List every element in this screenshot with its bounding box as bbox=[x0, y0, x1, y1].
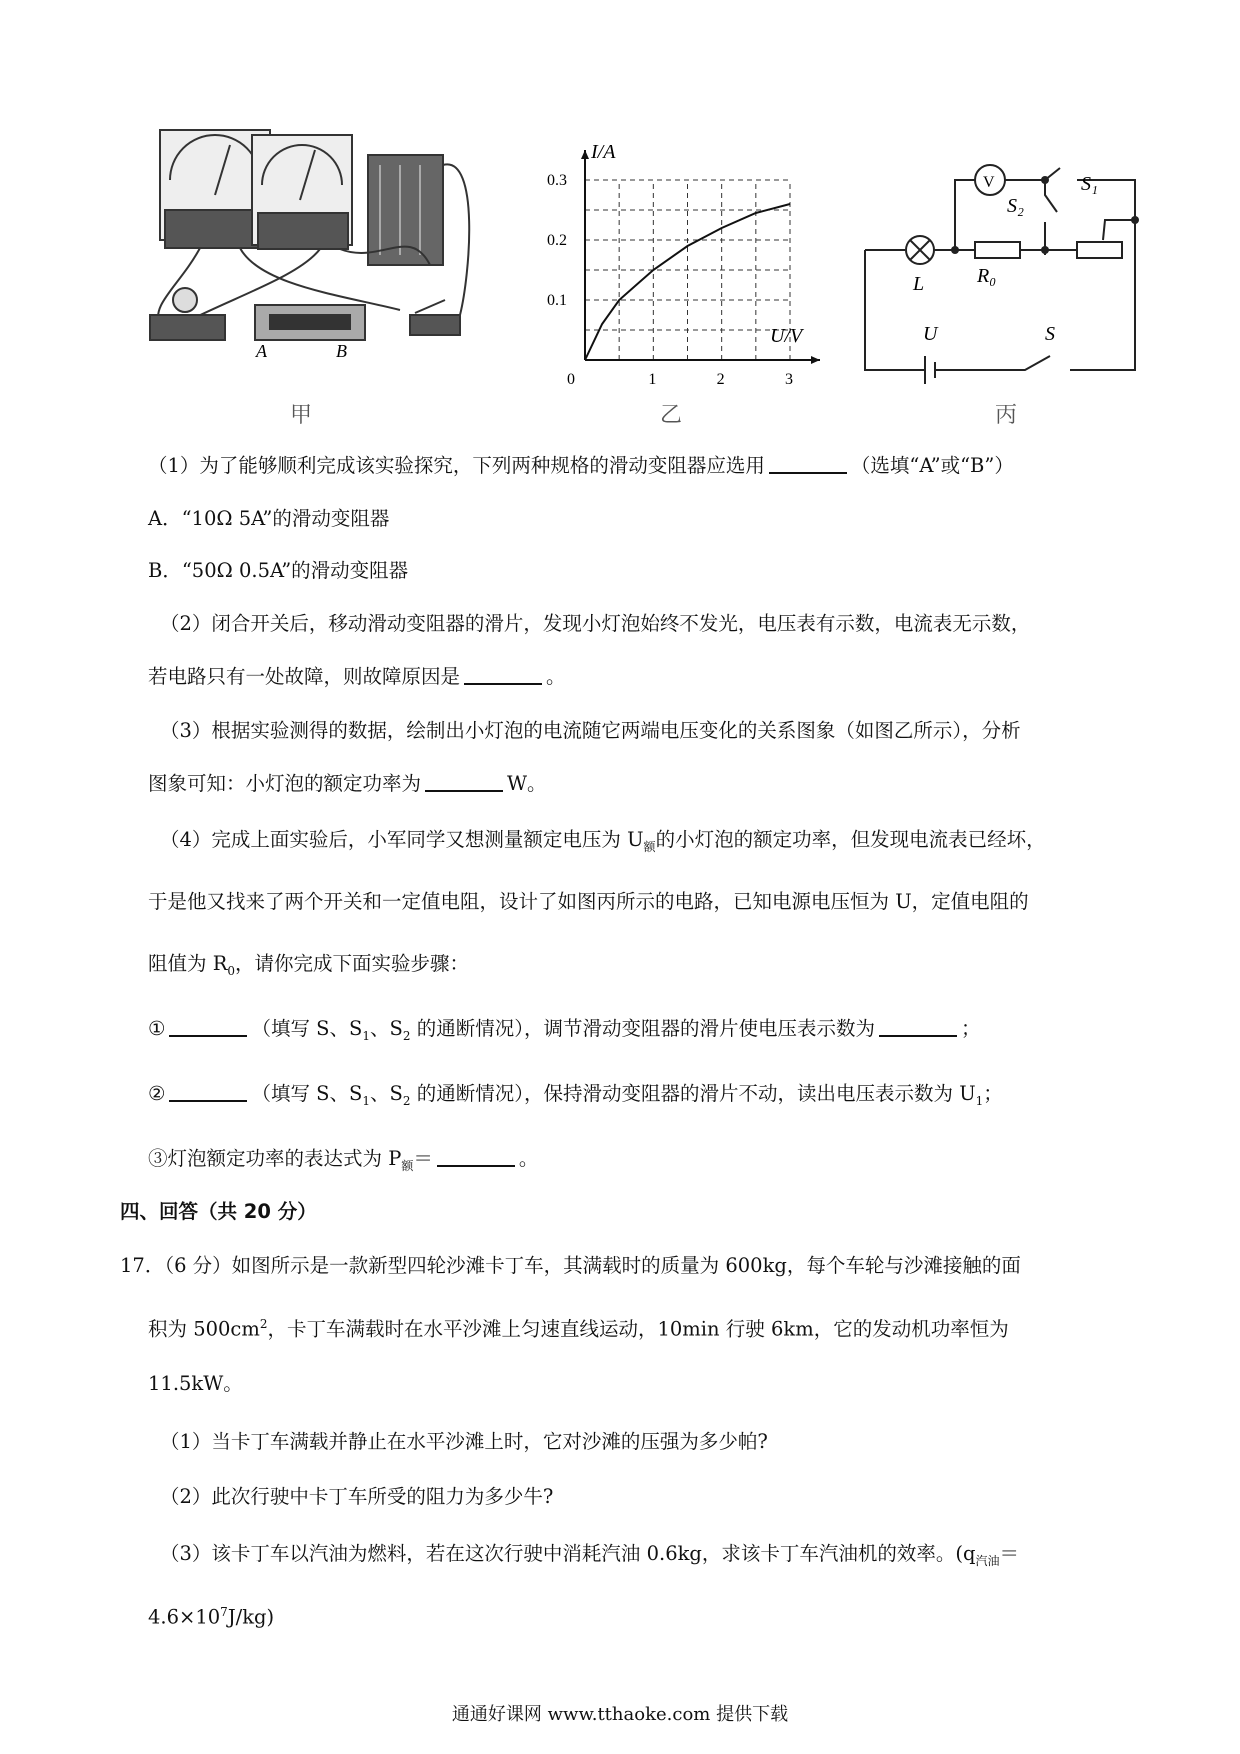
terminal-b-label: B bbox=[336, 341, 347, 361]
figure-bing-caption: 丙 bbox=[995, 403, 1018, 428]
q1-option-a: A．“10Ω 5A”的滑动变阻器 bbox=[148, 507, 390, 530]
s1-label: S₁ bbox=[1081, 173, 1098, 195]
s-label: S bbox=[1045, 323, 1055, 345]
step-2: ② （填写 S、$S_1$、$S_2$ 的通断情况），保持滑动变阻器的滑片不动，读出电压表示数为 $U_1$； bbox=[148, 1082, 1003, 1108]
step-3: ③灯泡额定功率的表达式为 $P_额=$ 。 bbox=[148, 1147, 539, 1173]
x-tick-label: 3 bbox=[785, 371, 793, 388]
y-tick-label: 0.3 bbox=[547, 172, 567, 189]
x-axis-label: U/V bbox=[770, 325, 803, 347]
q17-line-3: 11.5kW。 bbox=[148, 1372, 243, 1395]
q4-line-3: 阻值为 $R_0$，请你完成下面实验步骤： bbox=[148, 952, 470, 978]
source-label: U bbox=[923, 323, 938, 345]
x-tick-label: 2 bbox=[716, 371, 725, 388]
y-tick-label: 0.1 bbox=[547, 292, 567, 309]
y-axis-label: I/A bbox=[591, 141, 616, 163]
x-axis-arrow bbox=[811, 356, 820, 364]
step3-blank[interactable] bbox=[437, 1147, 515, 1167]
q1-line: （1）为了能够顺利完成该实验探究，下列两种规格的滑动变阻器应选用 （选填“A”或“B”） bbox=[148, 454, 1014, 477]
page-footer: 通通好课网 www.tthaoke.com 提供下载 bbox=[451, 1704, 789, 1725]
step2-blank[interactable] bbox=[169, 1082, 247, 1102]
step-1: ① （填写 S、$S_1$、$S_2$ 的通断情况），调节滑动变阻器的滑片使电压表示数为 ； bbox=[148, 1017, 981, 1043]
figure-jia-apparatus bbox=[140, 125, 540, 385]
figure-yi-chart bbox=[540, 140, 830, 400]
q1-blank[interactable] bbox=[769, 454, 847, 474]
s2-label: S₂ bbox=[1007, 195, 1024, 217]
q3-line-1: （3）根据实验测得的数据，绘制出小灯泡的电流随它两端电压变化的关系图象（如图乙所示），分析 bbox=[160, 719, 1021, 742]
figure-jia-caption: 甲 bbox=[290, 403, 313, 428]
q4-line-2: 于是他又找来了两个开关和一定值电阻，设计了如图丙所示的电路，已知电源电压恒为 U，定值电阻的 bbox=[148, 890, 1029, 913]
q17-line-2: 积为 $500cm^2$，卡丁车满载时在水平沙滩上匀速直线运动，10min 行驶 6km，它的发动机功率恒为 bbox=[148, 1317, 1009, 1341]
q2-line-1: （2）闭合开关后，移动滑动变阻器的滑片，发现小灯泡始终不发光，电压表有示数，电流表无示数， bbox=[160, 612, 1031, 635]
q2-blank[interactable] bbox=[464, 665, 542, 685]
q3-line-2: 图象可知：小灯泡的额定功率为 W。 bbox=[148, 772, 547, 795]
q17-part-2: （2）此次行驶中卡丁车所受的阻力为多少牛? bbox=[160, 1485, 554, 1508]
q1-option-b: B．“50Ω 0.5A”的滑动变阻器 bbox=[148, 559, 409, 582]
r0-label: R₀ bbox=[977, 265, 997, 287]
x-tick-label: 1 bbox=[648, 371, 657, 388]
figure-yi-caption: 乙 bbox=[660, 403, 683, 428]
step1-blank-a[interactable] bbox=[169, 1017, 247, 1037]
y-tick-label: 0.2 bbox=[547, 232, 567, 249]
step1-blank-b[interactable] bbox=[879, 1017, 957, 1037]
voltmeter-label: V bbox=[983, 174, 995, 191]
terminal-a-label: A bbox=[256, 341, 267, 361]
q17-line-1: 17．（6 分）如图所示是一款新型四轮沙滩卡丁车，其满载时的质量为 600kg，每个车轮与沙滩接触的面 bbox=[120, 1254, 1021, 1277]
section-heading: 四、回答（共 20 分） bbox=[120, 1200, 317, 1223]
iu-curve bbox=[585, 204, 790, 360]
origin-label: 0 bbox=[567, 371, 575, 388]
lamp-label: L bbox=[913, 273, 925, 295]
q17-part-1: （1）当卡丁车满载并静止在水平沙滩上时，它对沙滩的压强为多少帕? bbox=[160, 1430, 768, 1453]
q17-part-3-cont: $4.6\times 10^7J/kg$) bbox=[148, 1605, 275, 1629]
q17-part-3: （3）该卡丁车以汽油为燃料，若在这次行驶中消耗汽油 0.6kg，求该卡丁车汽油机的效率。($q_{汽油}=$ bbox=[160, 1542, 1020, 1568]
figure-bing-schematic bbox=[845, 150, 1145, 390]
q2-line-2: 若电路只有一处故障，则故障原因是 。 bbox=[148, 665, 566, 688]
q4-line-1: （4）完成上面实验后，小军同学又想测量额定电压为 $U_额$的小灯泡的额定功率，但发现电流表已经坏， bbox=[160, 828, 1046, 854]
y-axis-arrow bbox=[581, 150, 589, 159]
q3-blank[interactable] bbox=[425, 772, 503, 792]
